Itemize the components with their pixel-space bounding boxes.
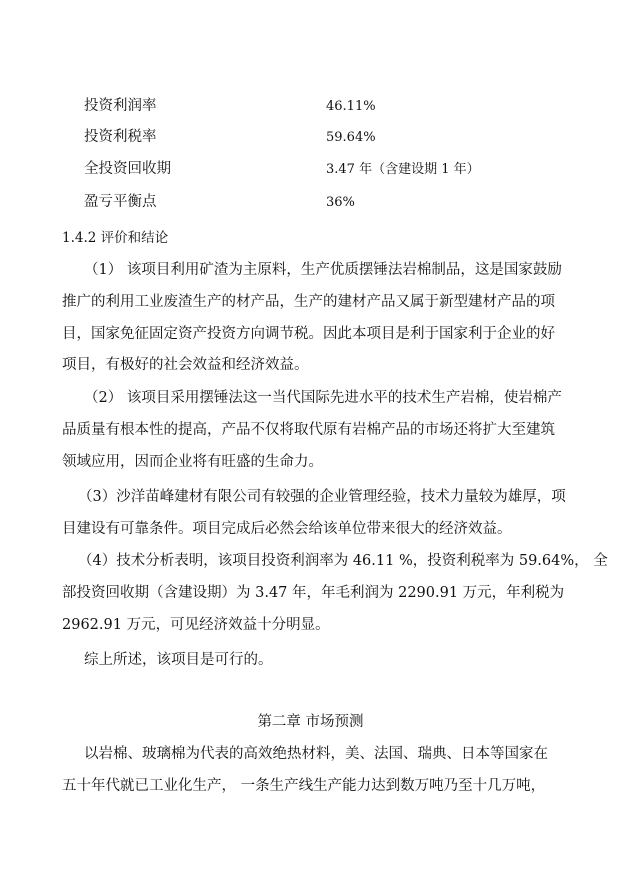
metric-label: 投资利润率 [84,98,157,114]
metric-label: 盈亏平衡点 [84,194,157,210]
metric-value: 3.47 年（含建设期 1 年） [326,162,480,177]
metric-label: 投资利税率 [84,129,157,145]
chapter-title: 第二章 市场预测 [257,714,364,730]
paragraph-line: （3）沙洋苗峰建材有限公司有较强的企业管理经验，技术力量较为雄厚，项 [78,489,566,505]
paragraph-line: 领域应用，因而企业将有旺盛的生命力。 [62,454,323,470]
paragraph-line: （1） 该项目利用矿渣为主原料，生产优质摆锤法岩棉制品，这是国家鼓励 [84,262,562,278]
metric-value: 46.11% [326,99,376,114]
section-heading: 1.4.2 评价和结论 [62,230,169,246]
metric-value: 59.64% [326,130,376,145]
paragraph-line: 五十年代就已工业化生产， 一条生产线生产能力达到数万吨乃至十几万吨， [62,778,546,794]
metric-label: 全投资回收期 [84,161,171,177]
paragraph-line: （2） 该项目采用摆锤法这一当代国际先进水平的技术生产岩棉，使岩棉产 [84,390,562,406]
paragraph-line: 推广的利用工业废渣生产的材产品，生产的建材产品又属于新型建材产品的项 [62,294,555,310]
paragraph-line: 目，国家免征固定资产投资方向调节税。因此本项目是利于国家利于企业的好 [62,326,555,342]
paragraph-line: （4）技术分析表明，该项目投资利润率为 46.11 %，投资利税率为 59.64%， 全 [78,553,608,569]
paragraph-line: 品质量有根本性的提高，产品不仅将取代原有岩棉产品的市场还将扩大至建筑 [62,422,555,438]
paragraph-line: 以岩棉、玻璃棉为代表的高效绝热材料，美、法国、瑞典、日本等国家在 [84,746,548,762]
paragraph-line: 2962.91 万元，可见经济效益十分明显。 [62,617,330,633]
metric-value: 36% [326,195,355,210]
conclusion-text: 综上所述，该项目是可行的。 [84,652,273,668]
paragraph-line: 目建设有可靠条件。项目完成后必然会给该单位带来很大的经济效益。 [62,521,512,537]
paragraph-line: 项目，有极好的社会效益和经济效益。 [62,357,309,373]
paragraph-line: 部投资回收期（含建设期）为 3.47 年，年毛利润为 2290.91 万元，年利税为 [62,585,565,601]
